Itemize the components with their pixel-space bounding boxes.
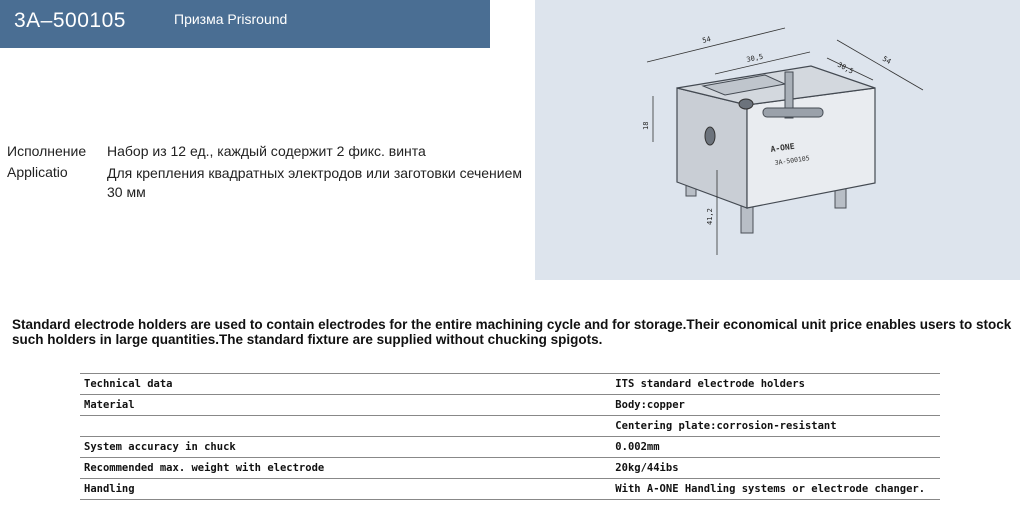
- row-label: Handling: [80, 479, 611, 500]
- row-value: Centering plate:corrosion-resistant: [611, 416, 940, 437]
- dim-line-top: [647, 28, 785, 62]
- dim-label-inner-y: 30,5: [836, 60, 855, 76]
- dim-label-height-top: 18: [642, 121, 650, 130]
- application-line-2: Для крепления квадратных электродов или заготовки сечением 30 мм: [107, 165, 522, 200]
- dim-label-inner-x: 30,5: [745, 52, 764, 64]
- table-row: [80, 479, 940, 500]
- row-value: ITS standard electrode holders: [611, 374, 940, 395]
- table-row: [80, 437, 940, 458]
- description-text: Standard electrode holders are used to contain electrodes for the entire machining cycle and for storage.Their economical unit price enables users to stock such holders in large quantities.The standard fixture are supplied without chucking spigots.: [12, 317, 1012, 347]
- side-hole: [705, 127, 715, 145]
- dim-label-right: 54: [881, 54, 893, 66]
- row-label: [80, 416, 611, 437]
- brand-label: A-ONE: [770, 141, 796, 154]
- top-hole: [739, 99, 753, 109]
- technical-data-table: [80, 373, 940, 500]
- technical-drawing: [535, 0, 1020, 280]
- application-label-en: Applicatio: [7, 164, 68, 180]
- dim-label-top: 54: [701, 35, 712, 45]
- row-label: Recommended max. weight with electrode: [80, 458, 611, 479]
- table-row: [80, 374, 940, 395]
- row-value: 0.002mm: [611, 437, 940, 458]
- row-value: 20kg/44ibs: [611, 458, 940, 479]
- table-row: [80, 416, 940, 437]
- table-row: [80, 458, 940, 479]
- table-row: [80, 395, 940, 416]
- dim-label-height-total: 41,2: [706, 208, 714, 225]
- header-bar: [0, 0, 490, 48]
- row-label: Material: [80, 395, 611, 416]
- block-front-face: [747, 88, 875, 208]
- part-number-label: 3A-500105: [774, 154, 811, 167]
- row-value: With A-ONE Handling systems or electrode changer.: [611, 479, 940, 500]
- product-subtitle: Призма Prisround: [174, 11, 288, 27]
- product-code: 3A–500105: [14, 9, 126, 32]
- row-label: System accuracy in chuck: [80, 437, 611, 458]
- application-line-1: Набор из 12 ед., каждый содержит 2 фикс. винта: [107, 143, 426, 159]
- slot: [763, 108, 823, 117]
- prism-drawing-svg: [535, 0, 1020, 280]
- application-label-ru: Исполнение: [7, 143, 87, 159]
- row-label: Technical data: [80, 374, 611, 395]
- row-value: Body:copper: [611, 395, 940, 416]
